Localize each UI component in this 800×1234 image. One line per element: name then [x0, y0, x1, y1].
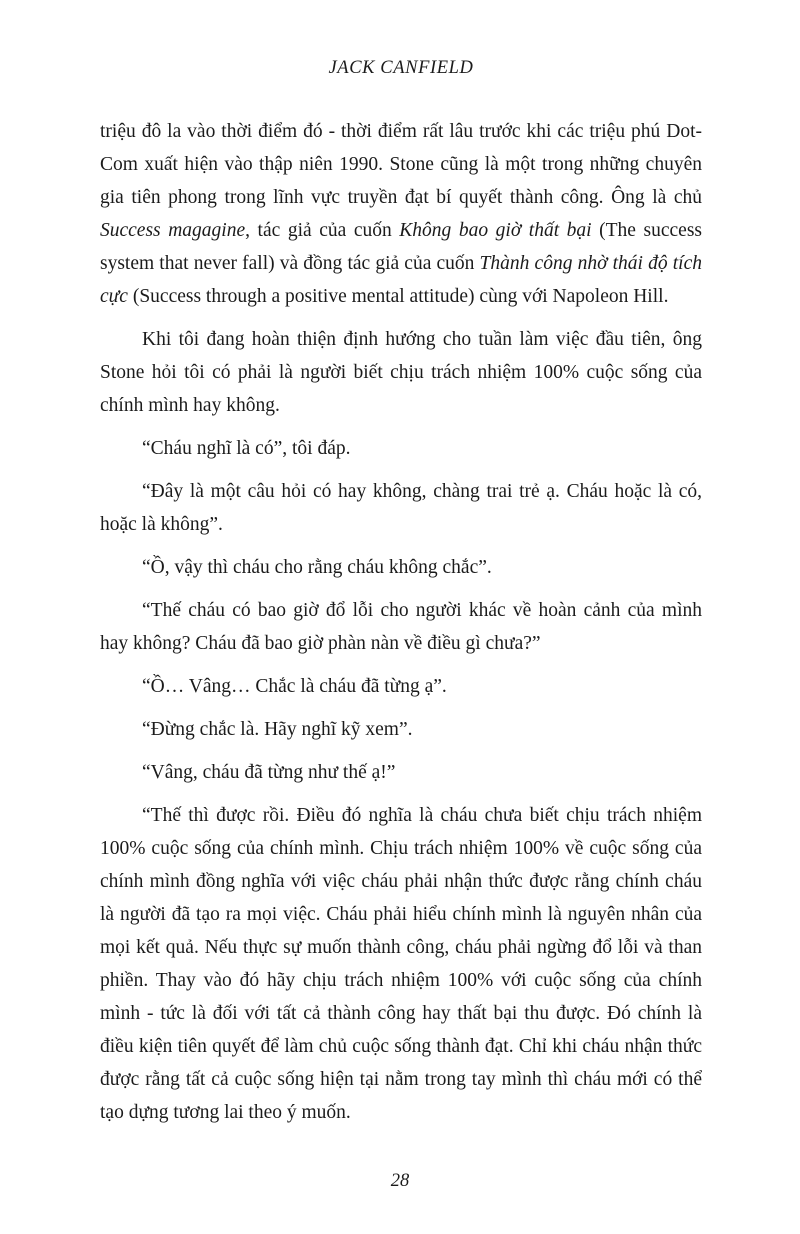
- text-run: (Success through a positive mental attitude) cùng với Napoleon Hill.: [127, 286, 669, 307]
- running-header: JACK CANFIELD: [328, 58, 474, 78]
- paragraph: [100, 670, 702, 703]
- paragraph: [100, 799, 702, 1129]
- text-run: , tác giả của cuốn: [245, 220, 400, 241]
- paragraph: [100, 115, 702, 313]
- text-run: “Cháu nghĩ là có”, tôi đáp.: [142, 438, 351, 459]
- text-run: Khi tôi đang hoàn thiện định hướng cho tuần làm việc đầu tiên, ông Stone hỏi tôi có phải là người biết chịu trách nhiệm 100% cuộc sống của chính mình hay không.: [100, 329, 702, 416]
- text-run: (The success system that never fall) và đồng tác giả của cuốn: [100, 220, 702, 274]
- page-body: [100, 115, 702, 1129]
- text-run: “Thế cháu có bao giờ đổ lỗi cho người khác về hoàn cảnh của mình hay không? Cháu đã bao giờ phàn nàn về điều gì chưa?”: [100, 600, 702, 654]
- paragraph: [100, 551, 702, 584]
- italic-run: Không bao giờ thất bại: [399, 220, 592, 241]
- paragraph: [100, 475, 702, 541]
- paragraph: [100, 432, 702, 465]
- page-number: 28: [390, 1171, 410, 1191]
- paragraph: [100, 594, 702, 660]
- italic-run: Success magagine: [100, 220, 246, 241]
- text-run: “Đây là một câu hỏi có hay không, chàng trai trẻ ạ. Cháu hoặc là có, hoặc là không”.: [100, 481, 702, 535]
- text-run: “Ồ… Vâng… Chắc là cháu đã từng ạ”.: [142, 676, 447, 697]
- paragraph: [100, 713, 702, 746]
- italic-run: Thành công nhờ thái độ tích cực: [100, 253, 702, 307]
- text-run: “Vâng, cháu đã từng như thế ạ!”: [142, 762, 396, 783]
- paragraph: [100, 756, 702, 789]
- text-run: triệu đô la vào thời điểm đó - thời điểm rất lâu trước khi các triệu phú Dot-Com xuất hiện vào thập niên 1990. Stone cũng là một trong những chuyên gia tiên phong trong lĩnh vực truyền đạt bí quyết thành công. Ông là chủ: [100, 121, 702, 208]
- text-run: “Đừng chắc là. Hãy nghĩ kỹ xem”.: [142, 719, 413, 740]
- paragraph: [100, 323, 702, 422]
- text-run: “Thế thì được rồi. Điều đó nghĩa là cháu chưa biết chịu trách nhiệm 100% cuộc sống của chính mình. Chịu trách nhiệm 100% về cuộc sống của chính mình đồng nghĩa với việc cháu phải nhận thức được rằng chính cháu là người đã tạo ra mọi việc. Cháu phải hiểu chính mình là nguyên nhân của mọi kết quả. Nếu thực sự muốn thành công, cháu phải ngừng đổ lỗi và than phiền. Thay vào đó hãy chịu trách nhiệm 100% với cuộc sống của chính mình - tức là đối với tất cả thành công hay thất bại thu được. Đó chính là điều kiện tiên quyết để làm chủ cuộc sống thành đạt. Chỉ khi cháu nhận thức được rằng tất cả cuộc sống hiện tại nằm trong tay mình thì cháu mới có thể tạo dựng tương lai theo ý muốn.: [100, 805, 702, 1123]
- text-run: “Ồ, vậy thì cháu cho rằng cháu không chắc”.: [142, 557, 492, 578]
